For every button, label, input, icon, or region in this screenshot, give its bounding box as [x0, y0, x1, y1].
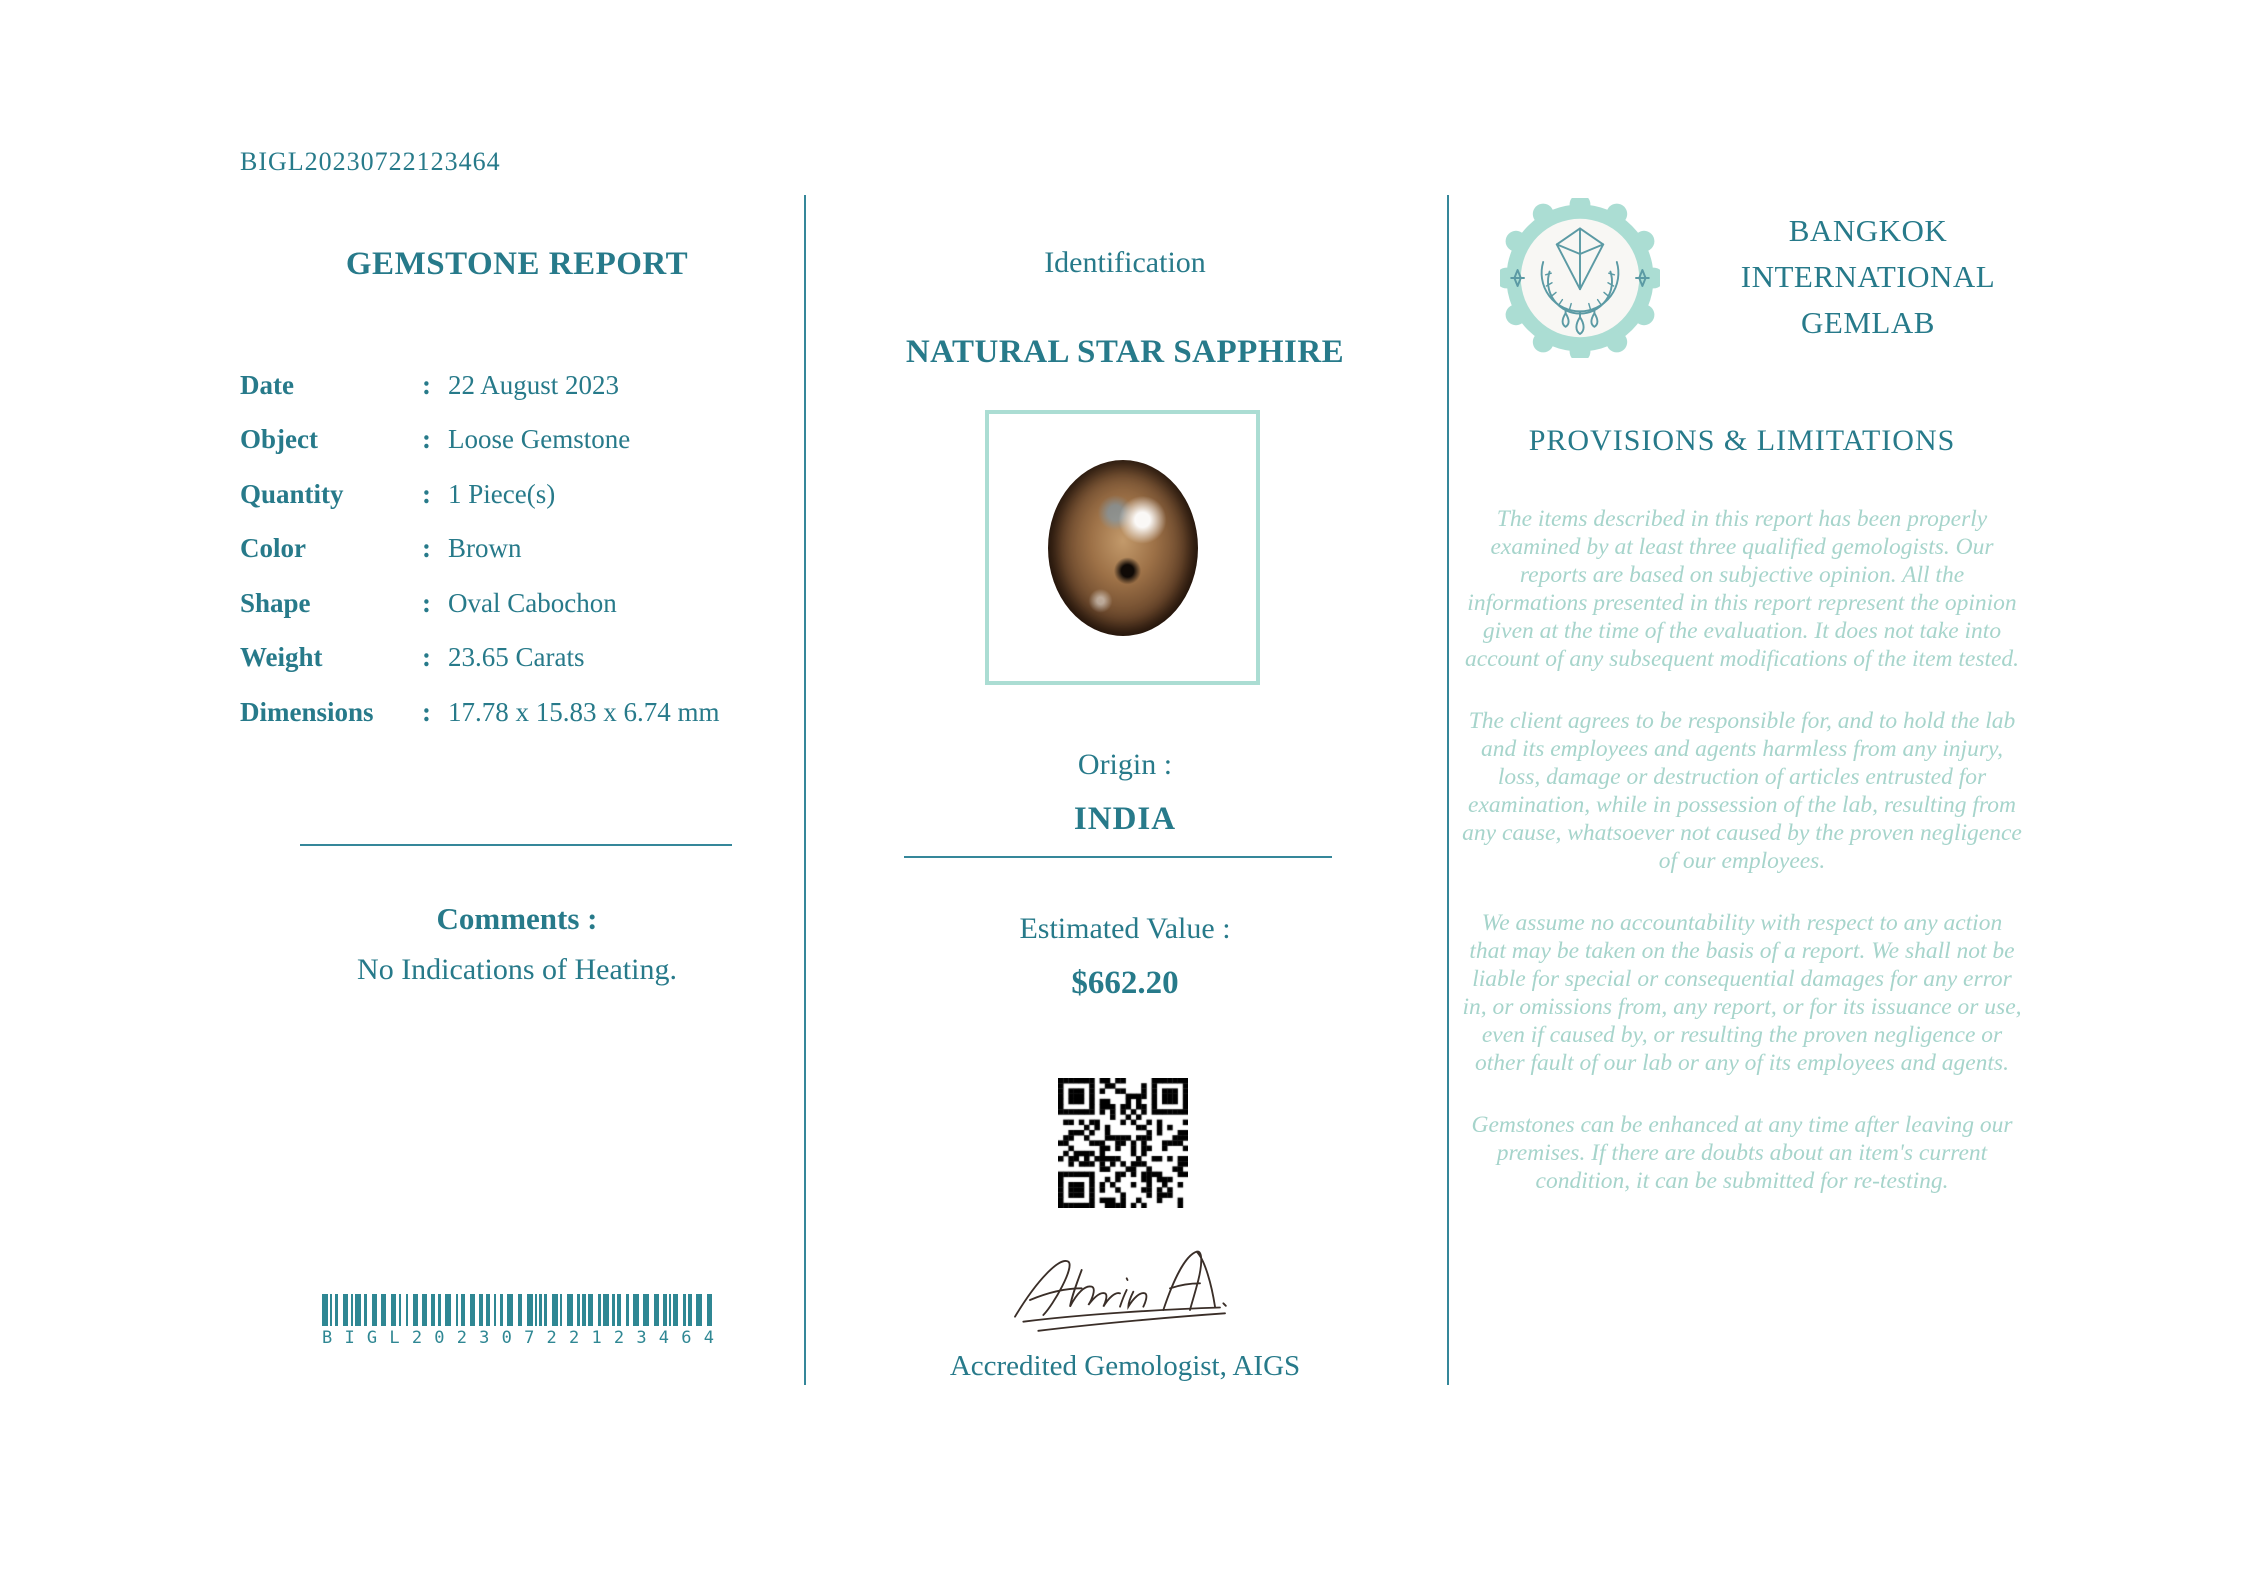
- barcode-bar: [654, 1294, 659, 1326]
- barcode-character: 4: [703, 1328, 714, 1348]
- provision-paragraph: Gemstones can be enhanced at any time after leaving our premises. If there are doubts about an item's current condition, it can be submitted for re-testing.: [1471, 1112, 2013, 1194]
- detail-colon: :: [422, 696, 431, 727]
- report-title: GEMSTONE REPORT: [345, 246, 689, 282]
- identification-heading: Identification: [1044, 246, 1206, 279]
- barcode-bar: [535, 1294, 537, 1326]
- barcode-bar: [343, 1294, 348, 1326]
- barcode-bar: [539, 1294, 542, 1326]
- barcode-character: 2: [568, 1328, 580, 1348]
- barcode-bar: [603, 1294, 609, 1326]
- barcode-bar: [518, 1294, 522, 1326]
- barcode-character: 7: [524, 1328, 535, 1348]
- barcode-character: 1: [591, 1328, 602, 1348]
- lab-name-line: BANGKOK: [1788, 213, 1948, 248]
- barcode-bar: [617, 1294, 621, 1326]
- barcode-bar: [335, 1294, 338, 1326]
- table-row: [240, 522, 794, 577]
- estimated-value-label: Estimated Value :: [1019, 912, 1231, 945]
- provision-paragraph: The items described in this report has been properly examined by at least three qualified gemologists. Our reports are based on subjective opinion. All the informations presented in this report represent the opinion given at the time of the evaluation. It does not take into account of any subsequent modifications of the item tested.: [1464, 506, 2020, 672]
- detail-colon: :: [422, 642, 431, 673]
- comments-section: [240, 901, 794, 987]
- detail-label: Shape: [240, 587, 311, 618]
- barcode-character: 2: [546, 1328, 557, 1348]
- barcode-character: 0: [501, 1328, 512, 1348]
- provision-paragraph: We assume no accountability with respect to any action that may be taken on the basis of a report. We shall not be liable for special or consequential damages for any error in, or omissions from, any report, or for its issuance or use, even if caused by, or resulting the proven negligence or other fault of our lab or any of its employees and agents.: [1462, 910, 2022, 1076]
- table-row: [240, 467, 794, 522]
- detail-label: Object: [240, 424, 318, 455]
- barcode-bar: [544, 1294, 547, 1326]
- barcode-bar: [351, 1294, 353, 1326]
- provisions-heading: PROVISIONS & LIMITATIONS: [1528, 424, 1956, 457]
- barcode-bar: [669, 1294, 672, 1326]
- gemlab-logo-icon: [1500, 198, 1660, 358]
- barcode-character: G: [366, 1328, 378, 1348]
- barcode-character: B: [322, 1328, 333, 1348]
- barcode-bar: [643, 1294, 649, 1326]
- detail-label: Dimensions: [240, 696, 374, 727]
- barcode-character: 2: [456, 1328, 467, 1348]
- detail-label: Weight: [240, 642, 323, 673]
- barcode-bar: [663, 1294, 667, 1326]
- detail-value: Oval Cabochon: [448, 587, 617, 618]
- detail-value: Loose Gemstone: [448, 424, 631, 455]
- barcode-bar: [500, 1294, 503, 1326]
- barcode-bar: [673, 1294, 678, 1326]
- barcode-bar: [456, 1294, 458, 1326]
- barcode-bar: [364, 1294, 367, 1326]
- barcode-character: 0: [434, 1328, 445, 1348]
- barcode-bar: [494, 1294, 496, 1326]
- lab-name-line: INTERNATIONAL: [1740, 259, 1996, 294]
- barcode-bar: [626, 1294, 629, 1326]
- barcode-bar: [582, 1294, 586, 1326]
- details-table: [240, 358, 794, 740]
- lab-name: [1688, 208, 2048, 346]
- barcode-character: 2: [613, 1328, 625, 1348]
- barcode-character: 3: [636, 1328, 647, 1348]
- barcode-bar: [688, 1294, 692, 1326]
- detail-label: Date: [240, 369, 294, 400]
- column-divider-right: [1447, 195, 1449, 1385]
- detail-colon: :: [422, 478, 431, 509]
- barcode-character: I: [344, 1328, 355, 1348]
- detail-colon: :: [422, 424, 431, 455]
- barcode-bar: [372, 1294, 378, 1326]
- table-row: [240, 631, 794, 686]
- detail-label: Quantity: [240, 478, 344, 509]
- table-row: [240, 576, 794, 631]
- barcode-bar: [322, 1294, 328, 1326]
- barcode-bar: [381, 1294, 386, 1326]
- barcode-text: [322, 1328, 714, 1348]
- origin-value: INDIA: [1073, 801, 1177, 837]
- barcode-bar: [445, 1294, 451, 1326]
- section-divider: [904, 856, 1332, 858]
- detail-colon: :: [422, 533, 431, 564]
- detail-value: 22 August 2023: [448, 369, 620, 400]
- barcode-bar: [612, 1294, 615, 1326]
- barcode-bar: [479, 1294, 484, 1326]
- detail-value: 23.65 Carats: [448, 642, 585, 673]
- gemologist-signature: [1000, 1230, 1250, 1345]
- barcode-bar: [330, 1294, 332, 1326]
- barcode-bar: [683, 1294, 686, 1326]
- detail-value: Brown: [448, 533, 522, 564]
- table-row: [240, 413, 794, 468]
- table-row: [240, 685, 794, 740]
- barcode-bar: [552, 1294, 558, 1326]
- column-divider-left: [804, 195, 806, 1385]
- barcode-bar: [588, 1294, 593, 1326]
- barcode-bar: [577, 1294, 581, 1326]
- barcode-character: 6: [681, 1328, 692, 1348]
- provision-paragraph: The client agrees to be responsible for, and to hold the lab and its employees and agents harmless from any injury, loss, damage or destruction of articles entrusted for examination, while in possession of the lab, resulting from any cause, whatsoever not caused by the proven negligence of our employees.: [1462, 708, 2022, 874]
- barcode-bar: [707, 1294, 712, 1326]
- lab-name-line: GEMLAB: [1801, 305, 1935, 340]
- gemologist-title: Accredited Gemologist, AIGS: [949, 1350, 1301, 1382]
- barcode-bar: [633, 1294, 639, 1326]
- barcode-bar: [567, 1294, 573, 1326]
- barcode-bar: [461, 1294, 465, 1326]
- barcode-bar: [486, 1294, 490, 1326]
- estimated-value-amount: $662.20: [1071, 965, 1179, 1001]
- comments-label: Comments :: [436, 901, 598, 936]
- detail-colon: :: [422, 587, 431, 618]
- barcode-bar: [696, 1294, 702, 1326]
- provisions-text: [1462, 505, 2022, 1229]
- barcode-bars: [322, 1294, 714, 1326]
- barcode-bar: [431, 1294, 435, 1326]
- section-divider: [300, 844, 732, 846]
- detail-label: Color: [240, 533, 306, 564]
- gem-photo: [1048, 460, 1198, 636]
- gem-name: NATURAL STAR SAPPHIRE: [905, 334, 1345, 370]
- barcode: [322, 1294, 714, 1348]
- qr-code: [1058, 1078, 1188, 1208]
- barcode-character: L: [389, 1328, 400, 1348]
- report-number: BIGL20230722123464: [240, 147, 501, 176]
- barcode-character: 2: [411, 1328, 423, 1348]
- barcode-bar: [391, 1294, 396, 1326]
- barcode-bar: [560, 1294, 562, 1326]
- barcode-bar: [598, 1294, 601, 1326]
- table-row: [240, 358, 794, 413]
- comments-value: No Indications of Heating.: [357, 953, 677, 986]
- barcode-bar: [413, 1294, 418, 1326]
- barcode-bar: [355, 1294, 361, 1326]
- barcode-bar: [422, 1294, 427, 1326]
- detail-value: 17.78 x 15.83 x 6.74 mm: [448, 696, 720, 727]
- gem-photo-frame: [985, 410, 1260, 685]
- barcode-bar: [406, 1294, 408, 1326]
- barcode-character: 3: [479, 1328, 490, 1348]
- barcode-bar: [527, 1294, 533, 1326]
- barcode-bar: [470, 1294, 475, 1326]
- origin-label: Origin :: [1077, 748, 1173, 781]
- detail-value: 1 Piece(s): [448, 478, 556, 509]
- barcode-bar: [399, 1294, 401, 1326]
- barcode-bar: [507, 1294, 513, 1326]
- detail-colon: :: [422, 369, 431, 400]
- barcode-character: 4: [658, 1328, 670, 1348]
- barcode-bar: [438, 1294, 441, 1326]
